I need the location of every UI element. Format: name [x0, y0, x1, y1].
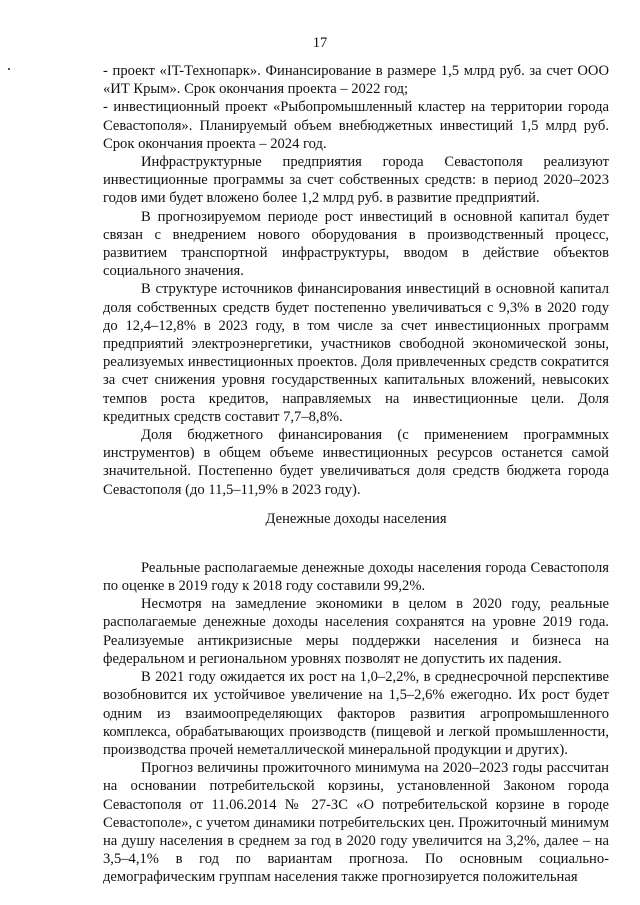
paragraph-income-2020: Несмотря на замедление экономики в целом в 2020 году, реальные располагаемые денежные доходы населения сохранятся на уровне 2019 года. Реализуемые антикризисные меры поддержки населения и бизнеса на федеральном и региональном уровнях позволят не допустить их падения. [103, 596, 609, 667]
scan-artifact [8, 68, 10, 70]
section-spacer [103, 539, 609, 559]
bullet-it-technopark: - проект «IT-Технопарк». Финансирование в размере 1,5 млрд руб. за счет ООО «ИТ Крым». Срок окончания проекта – 2022 год; [103, 63, 609, 98]
page-number: 17 [312, 35, 328, 51]
paragraph-infrastructure: Инфраструктурные предприятия города Севастополя реализуют инвестиционные программы за счет собственных средств: в период 2020–2023 годов ими будет вложено более 1,2 млрд руб. в развитие предприятий. [103, 154, 609, 207]
bullet-fish-cluster: - инвестиционный проект «Рыбопромышленный кластер на территории города Севастополя». Планируемый объем внебюджетных инвестиций 1,5 млрд руб. Срок окончания проекта – 2024 год. [103, 99, 609, 152]
paragraph-subsistence-minimum: Прогноз величины прожиточного минимума на 2020–2023 годы рассчитан на основании потребительской корзины, установленной Законом города Севастополя от 11.06.2014 № 27-ЗС «О потребительской корзине в городе Севастополе», с учетом динамики потребительских цен. Прожиточный минимум на душу населения в среднем за год в 2020 году увеличится на 3,2%, далее – на 3,5–4,1% в год по вариантам прогноза. По основным социально-демографическим группам населения также прогнозируется положительная [103, 760, 609, 886]
paragraph-income-forecast: В 2021 году ожидается их рост на 1,0–2,2%, в среднесрочной перспективе возобновится их устойчивое увеличение на 1,5–2,6% ежегодно. Их рост будет одним из взаимоопределяющих факторов развития агропромышленного комплекса, обрабатывающих производств (пищевой и легкой промышленности, производства прочей неметаллической минеральной продукции и других). [103, 669, 609, 758]
paragraph-funding-structure: В структуре источников финансирования инвестиций в основной капитал доля собственных средств будет постепенно увеличиваться с 9,3% в 2020 году до 12,4–12,8% в 2023 году, в том числе за счет инвестиционных программ предприятий электроэнергетики, участников свободной экономической зоны, реализуемых инвестиционных проектов. Доля привлеченных средств сократится за счет снижения уровня государственных капитальных вложений, невысоких темпов роста кредитов, направляемых на инвестиционные цели. Доля кредитных средств составит 7,7–8,8%. [103, 281, 609, 425]
section-title: Денежные доходы населения [265, 510, 447, 527]
paragraph-income-2019: Реальные располагаемые денежные доходы населения города Севастополя по оценке в 2019 году к 2018 году составили 99,2%. [103, 559, 609, 595]
paragraph-investment-growth: В прогнозируемом периоде рост инвестиций в основной капитал будет связан с внедрением нового оборудования в производственный процесс, развитием транспортной инфраструктуры, вводом в действие объектов социального значения. [103, 208, 609, 280]
document-body [103, 62, 609, 887]
paragraph-budget-share: Доля бюджетного финансирования (с применением программных инструментов) в общем объеме инвестиционных ресурсов останется самой значительной. Постепенно будет увеличиваться доля средств бюджета города Севастополя (до 11,5–11,9% в 2023 году). [103, 427, 609, 498]
